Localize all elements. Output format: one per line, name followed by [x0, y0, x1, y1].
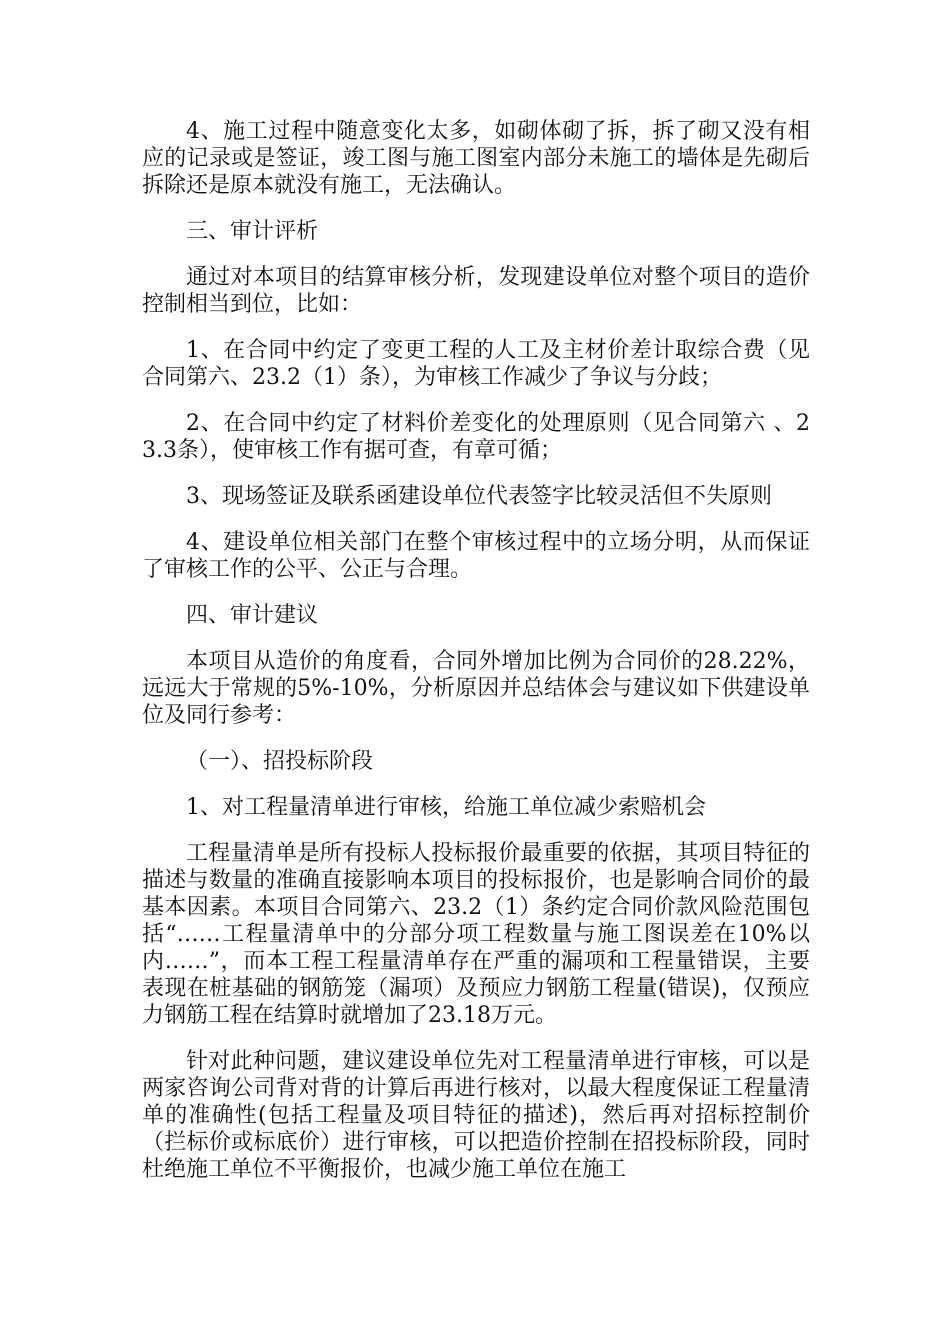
paragraph-analysis-intro: 通过对本项目的结算审核分析，发现建设单位对整个项目的造价控制相当到位，比如： — [142, 265, 810, 317]
paragraph-bill-of-quantities: 工程量清单是所有投标人投标报价最重要的依据，其项目特征的描述与数量的准确直接影响本项目的投标报价，也是影响合同价的最基本因素。本项目合同第六、23.2（1）条约定合同价款风险范围包括“……工程量清单中的分部分项工程数量与施工图误差在10%以内……”，而本工程工程量清单存在严重的漏项和工程量错误，主要表现在桩基础的钢筋笼（漏项）及预应力钢筋工程量(错误)，仅预应力钢筋工程在结算时就增加了23.18万元。 — [142, 841, 810, 1028]
subsection-heading-bidding-stage: （一）、招投标阶段 — [186, 749, 374, 774]
section-heading-audit-suggestions: 四、审计建议 — [186, 603, 319, 628]
paragraph-recommendation: 针对此种问题，建议建设单位先对工程量清单进行审核，可以是两家咨询公司背对背的计算后再进行核对，以最大程度保证工程量清单的准确性(包括工程量及项目特征的描述)，然后再对招标控制价（拦标价或标底价）进行审核，可以把造价控制在招投标阶段，同时杜绝施工单位不平衡报价，也减少施工单位在施工 — [142, 1049, 810, 1182]
paragraph-analysis-item-1: 1、在合同中约定了变更工程的人工及主材价差计取综合费（见合同第六、23.2（1）条），为审核工作减少了争议与分歧； — [142, 338, 810, 390]
paragraph-analysis-item-2: 2、在合同中约定了材料价差变化的处理原则（见合同第六 、23.3条），使审核工作有据可查，有章可循； — [142, 411, 810, 463]
paragraph-bidding-item-1: 1、对工程量清单进行审核，给施工单位减少索赔机会 — [186, 795, 706, 820]
paragraph-analysis-item-3: 3、现场签证及联系函建设单位代表签字比较灵活但不失原则 — [186, 484, 772, 509]
paragraph-item-4-construction-changes: 4、施工过程中随意变化太多，如砌体砌了拆，拆了砌又没有相应的记录或是签证，竣工图与施工图室内部分未施工的墙体是先砌后拆除还是原本就没有施工，无法确认。 — [142, 119, 810, 198]
paragraph-suggestions-intro: 本项目从造价的角度看，合同外增加比例为合同价的28.22%，远远大于常规的5%-10%，分析原因并总结体会与建议如下供建设单位及同行参考： — [142, 649, 810, 728]
section-heading-audit-analysis: 三、审计评析 — [186, 219, 319, 244]
document-body — [142, 118, 810, 1202]
paragraph-analysis-item-4: 4、建设单位相关部门在整个审核过程中的立场分明，从而保证了审核工作的公平、公正与合理。 — [142, 530, 810, 582]
